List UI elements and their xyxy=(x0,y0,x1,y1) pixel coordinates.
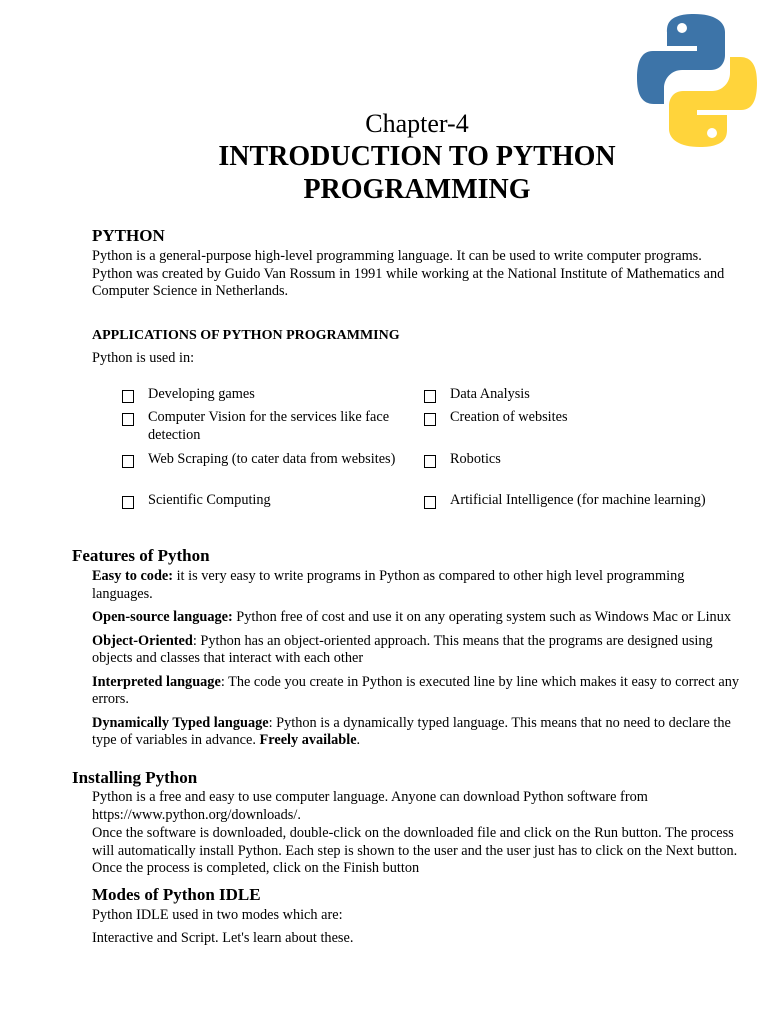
chapter-title: INTRODUCTION TO PYTHON PROGRAMMING xyxy=(218,141,616,205)
checkbox-bullet-icon xyxy=(424,455,436,468)
feature-extra-bold: Freely available xyxy=(259,732,357,748)
feature-term: Interpreted language xyxy=(92,673,221,690)
modes-line-2: Interactive and Script. Let's learn about these. xyxy=(92,930,354,946)
applications-heading: APPLICATIONS OF PYTHON PROGRAMMING xyxy=(92,328,400,343)
feature-text: : Python is a dynamically typed language. This means that no need to declare the type of variables in advance. xyxy=(92,714,731,748)
checkbox-bullet-icon xyxy=(122,390,134,403)
modes-heading: Modes of Python IDLE xyxy=(92,885,261,904)
list-item-label: Artificial Intelligence (for machine learning) xyxy=(450,492,706,508)
features-heading: Features of Python xyxy=(72,546,210,565)
feature-text: : Python has an object-oriented approach. This means that the programs are designed using objects and classes that interact with each other xyxy=(92,632,713,666)
python-heading: PYTHON xyxy=(92,226,165,245)
feature-term: Open-source language: xyxy=(92,609,233,625)
list-item-label: Developing games xyxy=(148,386,255,402)
python-paragraph: Python is a general-purpose high-level programming language. It can be used to write computer programs. Python was created by Guido Van Rossum in 1991 while working at the National Institute of Mathematics and Computer Science in Netherlands. xyxy=(92,248,725,299)
list-item xyxy=(424,386,712,404)
checkbox-bullet-icon xyxy=(424,413,436,426)
modes-line-1: Python IDLE used in two modes which are: xyxy=(92,907,343,923)
feature-item xyxy=(92,674,740,709)
applications-intro: Python is used in: xyxy=(92,350,195,366)
list-item-label: Scientific Computing xyxy=(148,492,271,508)
installing-paragraph-1: Python is a free and easy to use computer language. Anyone can download Python software from https://www.python.org/downloads/. xyxy=(92,789,648,823)
list-item xyxy=(122,492,410,510)
checkbox-bullet-icon xyxy=(122,413,134,426)
list-item-label: Web Scraping (to cater data from websites) xyxy=(148,451,396,467)
feature-text: : The code you create in Python is executed line by line which makes it easy to correct any errors. xyxy=(92,673,740,707)
feature-text: it is very easy to write programs in Python as compared to other high level programming languages. xyxy=(92,568,685,602)
feature-item xyxy=(92,568,740,603)
feature-term: Easy to code: xyxy=(92,568,174,584)
list-item xyxy=(424,409,712,427)
checkbox-bullet-icon xyxy=(122,455,134,468)
feature-term: Object-Oriented xyxy=(92,632,193,649)
list-item xyxy=(424,451,712,469)
feature-item xyxy=(92,609,740,627)
features-list xyxy=(92,568,740,756)
checkbox-bullet-icon xyxy=(424,496,436,509)
chapter-label: Chapter-4 xyxy=(365,109,469,138)
feature-item xyxy=(92,633,740,668)
list-item xyxy=(122,451,410,469)
list-item-label: Robotics xyxy=(450,451,501,467)
checkbox-bullet-icon xyxy=(424,390,436,403)
checkbox-bullet-icon xyxy=(122,496,134,509)
list-item xyxy=(122,386,410,404)
list-item xyxy=(122,409,410,444)
list-item xyxy=(424,492,712,510)
feature-term: Dynamically Typed language xyxy=(92,714,269,731)
list-item-label: Creation of websites xyxy=(450,409,568,425)
feature-tail: . xyxy=(356,732,361,748)
feature-text: Python free of cost and use it on any operating system such as Windows Mac or Linux xyxy=(232,609,732,625)
list-item-label: Computer Vision for the services like face detection xyxy=(148,409,390,443)
list-item-label: Data Analysis xyxy=(450,386,530,402)
installing-heading: Installing Python xyxy=(72,768,198,787)
installing-paragraph-2: Once the software is downloaded, double-click on the downloaded file and click on the Run button. The process will automatically install Python. Each step is shown to the user and the user just has to click on the Next button. Once the process is completed, click on the Finish button xyxy=(92,825,738,876)
feature-item xyxy=(92,715,740,750)
installing-body xyxy=(92,789,742,879)
